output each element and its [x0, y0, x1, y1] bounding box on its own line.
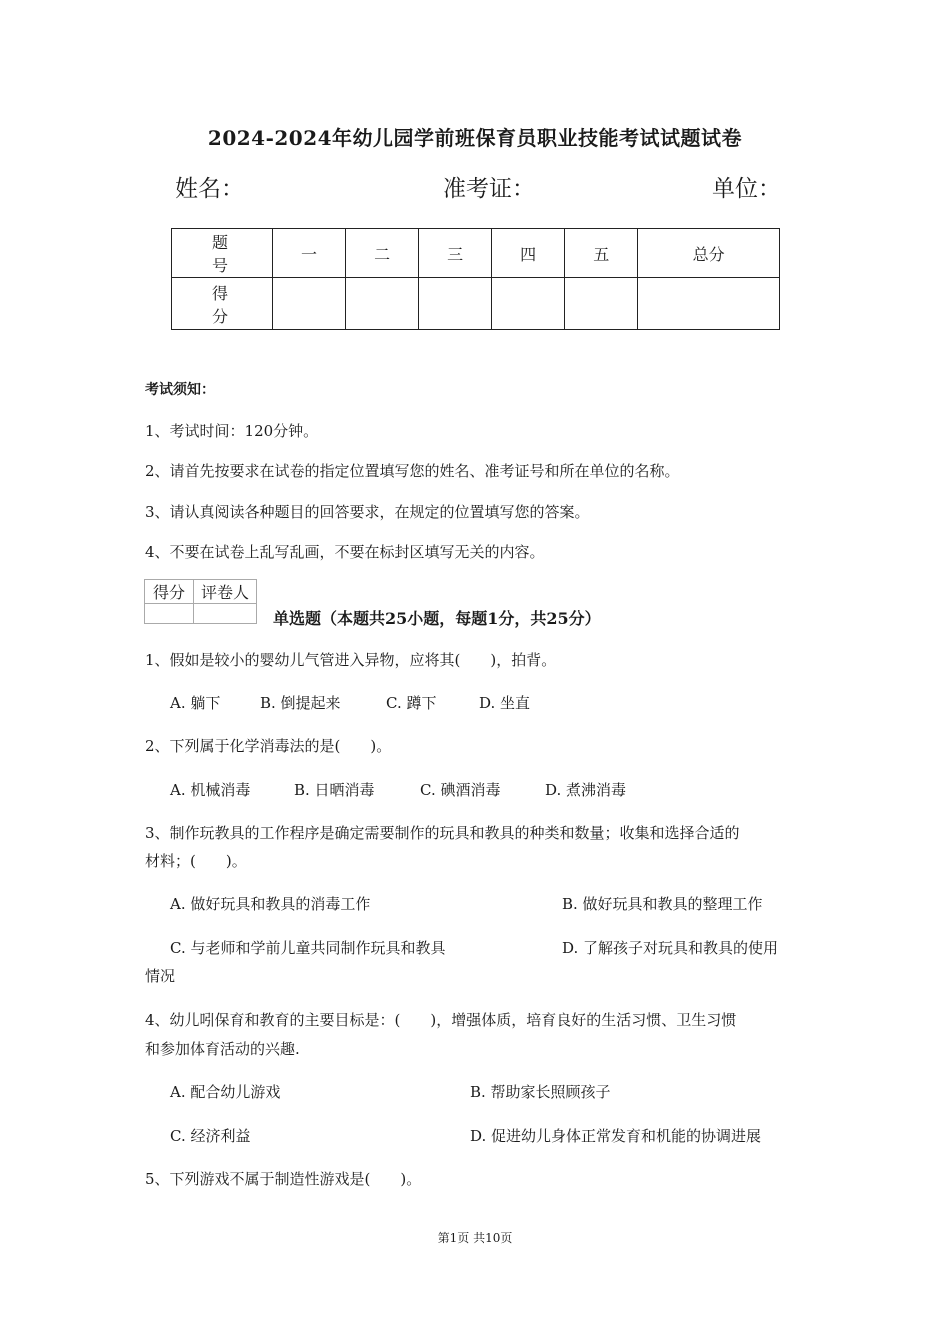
option-a: A. 躺下	[170, 694, 221, 712]
grader-box	[144, 579, 257, 624]
grader-name-label: 评卷人	[194, 580, 257, 604]
score-table-header-row	[172, 229, 780, 278]
option-c: C. 与老师和学前儿童共同制作玩具和教具	[170, 939, 446, 957]
option-d: D. 煮沸消毒	[545, 781, 627, 799]
grader-name-cell[interactable]	[194, 604, 257, 624]
option-d-cont: 情况	[145, 967, 176, 985]
option-b: B. 做好玩具和教具的整理工作	[562, 895, 763, 913]
option-d: D. 坐直	[479, 694, 531, 712]
score-table	[171, 228, 780, 330]
option-a: A. 机械消毒	[170, 781, 251, 799]
option-a: A. 配合幼儿游戏	[170, 1083, 281, 1101]
option-a: A. 做好玩具和教具的消毒工作	[170, 895, 371, 913]
question-stem: 5、下列游戏不属于制造性游戏是( )。	[145, 1170, 422, 1188]
notice-item: 2、请首先按要求在试卷的指定位置填写您的姓名、准考证号和所在单位的名称。	[145, 462, 680, 480]
grader-header-row	[145, 580, 257, 604]
score-cell[interactable]	[273, 278, 346, 330]
grader-input-row	[145, 604, 257, 624]
option-b: B. 帮助家长照顾孩子	[470, 1083, 611, 1101]
col-header-3: 三	[419, 229, 492, 278]
col-header-5: 五	[565, 229, 638, 278]
col-header-total: 总分	[638, 229, 780, 278]
option-b: B. 日晒消毒	[294, 781, 375, 799]
grader-score-cell[interactable]	[145, 604, 194, 624]
option-c: C. 蹲下	[386, 694, 437, 712]
option-b: B. 倒提起来	[260, 694, 341, 712]
score-cell-total[interactable]	[638, 278, 780, 330]
question-stem: 3、制作玩教具的工作程序是确定需要制作的玩具和教具的种类和数量；收集和选择合适的	[145, 824, 740, 842]
notice-heading: 考试须知：	[145, 382, 215, 398]
row-header-score: 得 分	[172, 278, 273, 330]
name-label: 姓名：	[175, 176, 244, 202]
question-stem: 1、假如是较小的婴幼儿气管进入异物，应将其( )，拍背。	[145, 651, 557, 669]
notice-item: 3、请认真阅读各种题目的回答要求，在规定的位置填写您的答案。	[145, 503, 590, 521]
score-cell[interactable]	[492, 278, 565, 330]
row-header-question-number: 题 号	[172, 229, 273, 278]
col-header-2: 二	[346, 229, 419, 278]
section-title: 单选题（本题共25小题，每题1分，共25分）	[273, 609, 601, 628]
option-c: C. 碘酒消毒	[420, 781, 501, 799]
option-d: D. 促进幼儿身体正常发育和机能的协调进展	[470, 1127, 762, 1145]
question-stem-cont: 和参加体育活动的兴趣.	[145, 1040, 300, 1058]
option-c: C. 经济利益	[170, 1127, 251, 1145]
notice-item: 4、不要在试卷上乱写乱画，不要在标封区填写无关的内容。	[145, 543, 545, 561]
score-cell[interactable]	[419, 278, 492, 330]
page-footer: 第1页 共10页	[437, 1231, 513, 1245]
question-stem: 4、幼儿吲保育和教育的主要目标是：( )，增强体质，培育良好的生活习惯、卫生习惯	[145, 1011, 737, 1029]
question-stem: 2、下列属于化学消毒法的是( )。	[145, 737, 392, 755]
score-cell[interactable]	[346, 278, 419, 330]
score-cell[interactable]	[565, 278, 638, 330]
question-stem-cont: 材料；( )。	[145, 852, 247, 870]
score-table-score-row	[172, 278, 780, 330]
unit-label: 单位：	[712, 176, 781, 202]
option-d: D. 了解孩子对玩具和教具的使用	[562, 939, 779, 957]
exam-id-label: 准考证：	[443, 176, 535, 202]
col-header-4: 四	[492, 229, 565, 278]
page-title: 2024-2024年幼儿园学前班保育员职业技能考试试题试卷	[207, 126, 743, 150]
grader-score-label: 得分	[145, 580, 194, 604]
notice-item: 1、考试时间：120分钟。	[145, 422, 319, 440]
col-header-1: 一	[273, 229, 346, 278]
